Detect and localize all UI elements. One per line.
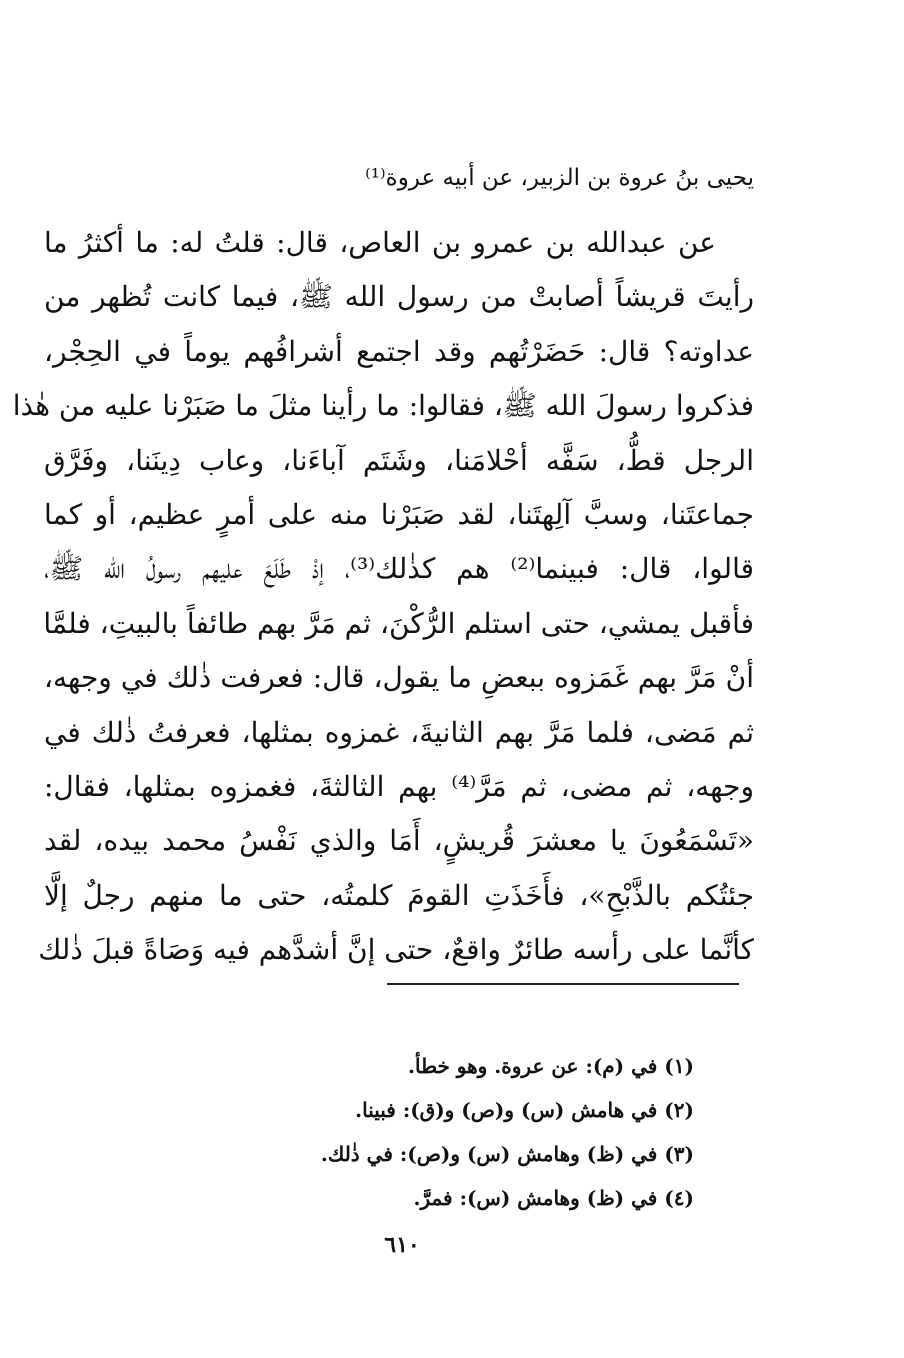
footnote-item: (٣) في (ظ) وهامش (س) و(ص): في ذٰلك. bbox=[320, 1142, 694, 1166]
text-line: وجهه، ثم مضى، ثم مَرَّ⁽⁴⁾ بهم الثالثةَ، فغمزوه بمثلها، فقال: bbox=[44, 769, 754, 803]
text-line: رأيتَ قريشاً أصابتْ من رسول الله ﷺ، فيما كانت تُظهر من bbox=[44, 280, 754, 314]
text-line: عداوته؟ قال: حَضَرْتُهم وقد اجتمع أشرافُهم يوماً في الحِجْر، bbox=[44, 334, 754, 368]
isnad-line: يحيى بنُ عروة بن الزبير، عن أبيه عروة⁽¹⁾ bbox=[365, 165, 754, 191]
text-line: جئتُكم بالذَّبْحِ»، فأَخَذَتِ القومَ كلمتُه، حتى ما منهم رجلٌ إلَّا bbox=[44, 878, 755, 912]
hadith-text bbox=[12, 216, 755, 977]
text-line: كأنَّما على رأسه طائرٌ واقعٌ، حتى إنَّ أشدَّهم فيه وَصَاةً قبلَ ذٰلك bbox=[38, 933, 754, 967]
text-line: ثم مَضى، فلما مَرَّ بهم الثانيةَ، غمزوه بمثلها، فعرفتُ ذٰلك في bbox=[44, 715, 754, 749]
footnote-item: (١) في (م): عن عروة. وهو خطأ. bbox=[408, 1054, 694, 1078]
footnote-divider bbox=[387, 983, 739, 985]
footnote-item: (٤) في (ظ) وهامش (س): فمرَّ. bbox=[413, 1186, 694, 1210]
footnotes bbox=[174, 1044, 694, 1220]
text-line: جماعتَنا، وسبَّ آلِهتَنا، لقد صَبَرْنا منه على أمرٍ عظيم، أو كما bbox=[44, 497, 754, 531]
footnote-item: (٢) في هامش (س) و(ص) و(ق): فبينا. bbox=[355, 1098, 694, 1122]
text-line: أنْ مَرَّ بهم غَمَزوه ببعضِ ما يقول، قال: فعرفت ذٰلك في وجهه، bbox=[44, 661, 754, 695]
text-line: فذكروا رسولَ الله ﷺ، فقالوا: ما رأينا مثلَ ما صَبَرْنا عليه من هٰذا bbox=[12, 389, 754, 423]
text-line: الرجل قطُّ، سَفَّه أحْلامَنا، وشَتَم آباءَنا، وعاب دِينَنا، وفَرَّق bbox=[44, 443, 754, 477]
text-line: عن عبدالله بن عمرو بن العاص، قال: قلتُ له: ما أكثرُ ما bbox=[44, 226, 716, 259]
text-line: «تَسْمَعُونَ يا معشرَ قُريشٍ، أَمَا والذي نَفْسُ محمد بيده، لقد bbox=[44, 824, 754, 858]
text-line: فأقبل يمشي، حتى استلم الرُّكْنَ، ثم مَرَّ بهم طائفاً بالبيتِ، فلمَّا bbox=[43, 606, 754, 640]
page-number: ٦١٠ bbox=[384, 1232, 420, 1258]
text-line: قالوا، قال: فبينما⁽²⁾ هم كذٰلك⁽³⁾، إذْ طَلَعَ عليهم رسولُ الله ﷺ، bbox=[44, 552, 754, 586]
